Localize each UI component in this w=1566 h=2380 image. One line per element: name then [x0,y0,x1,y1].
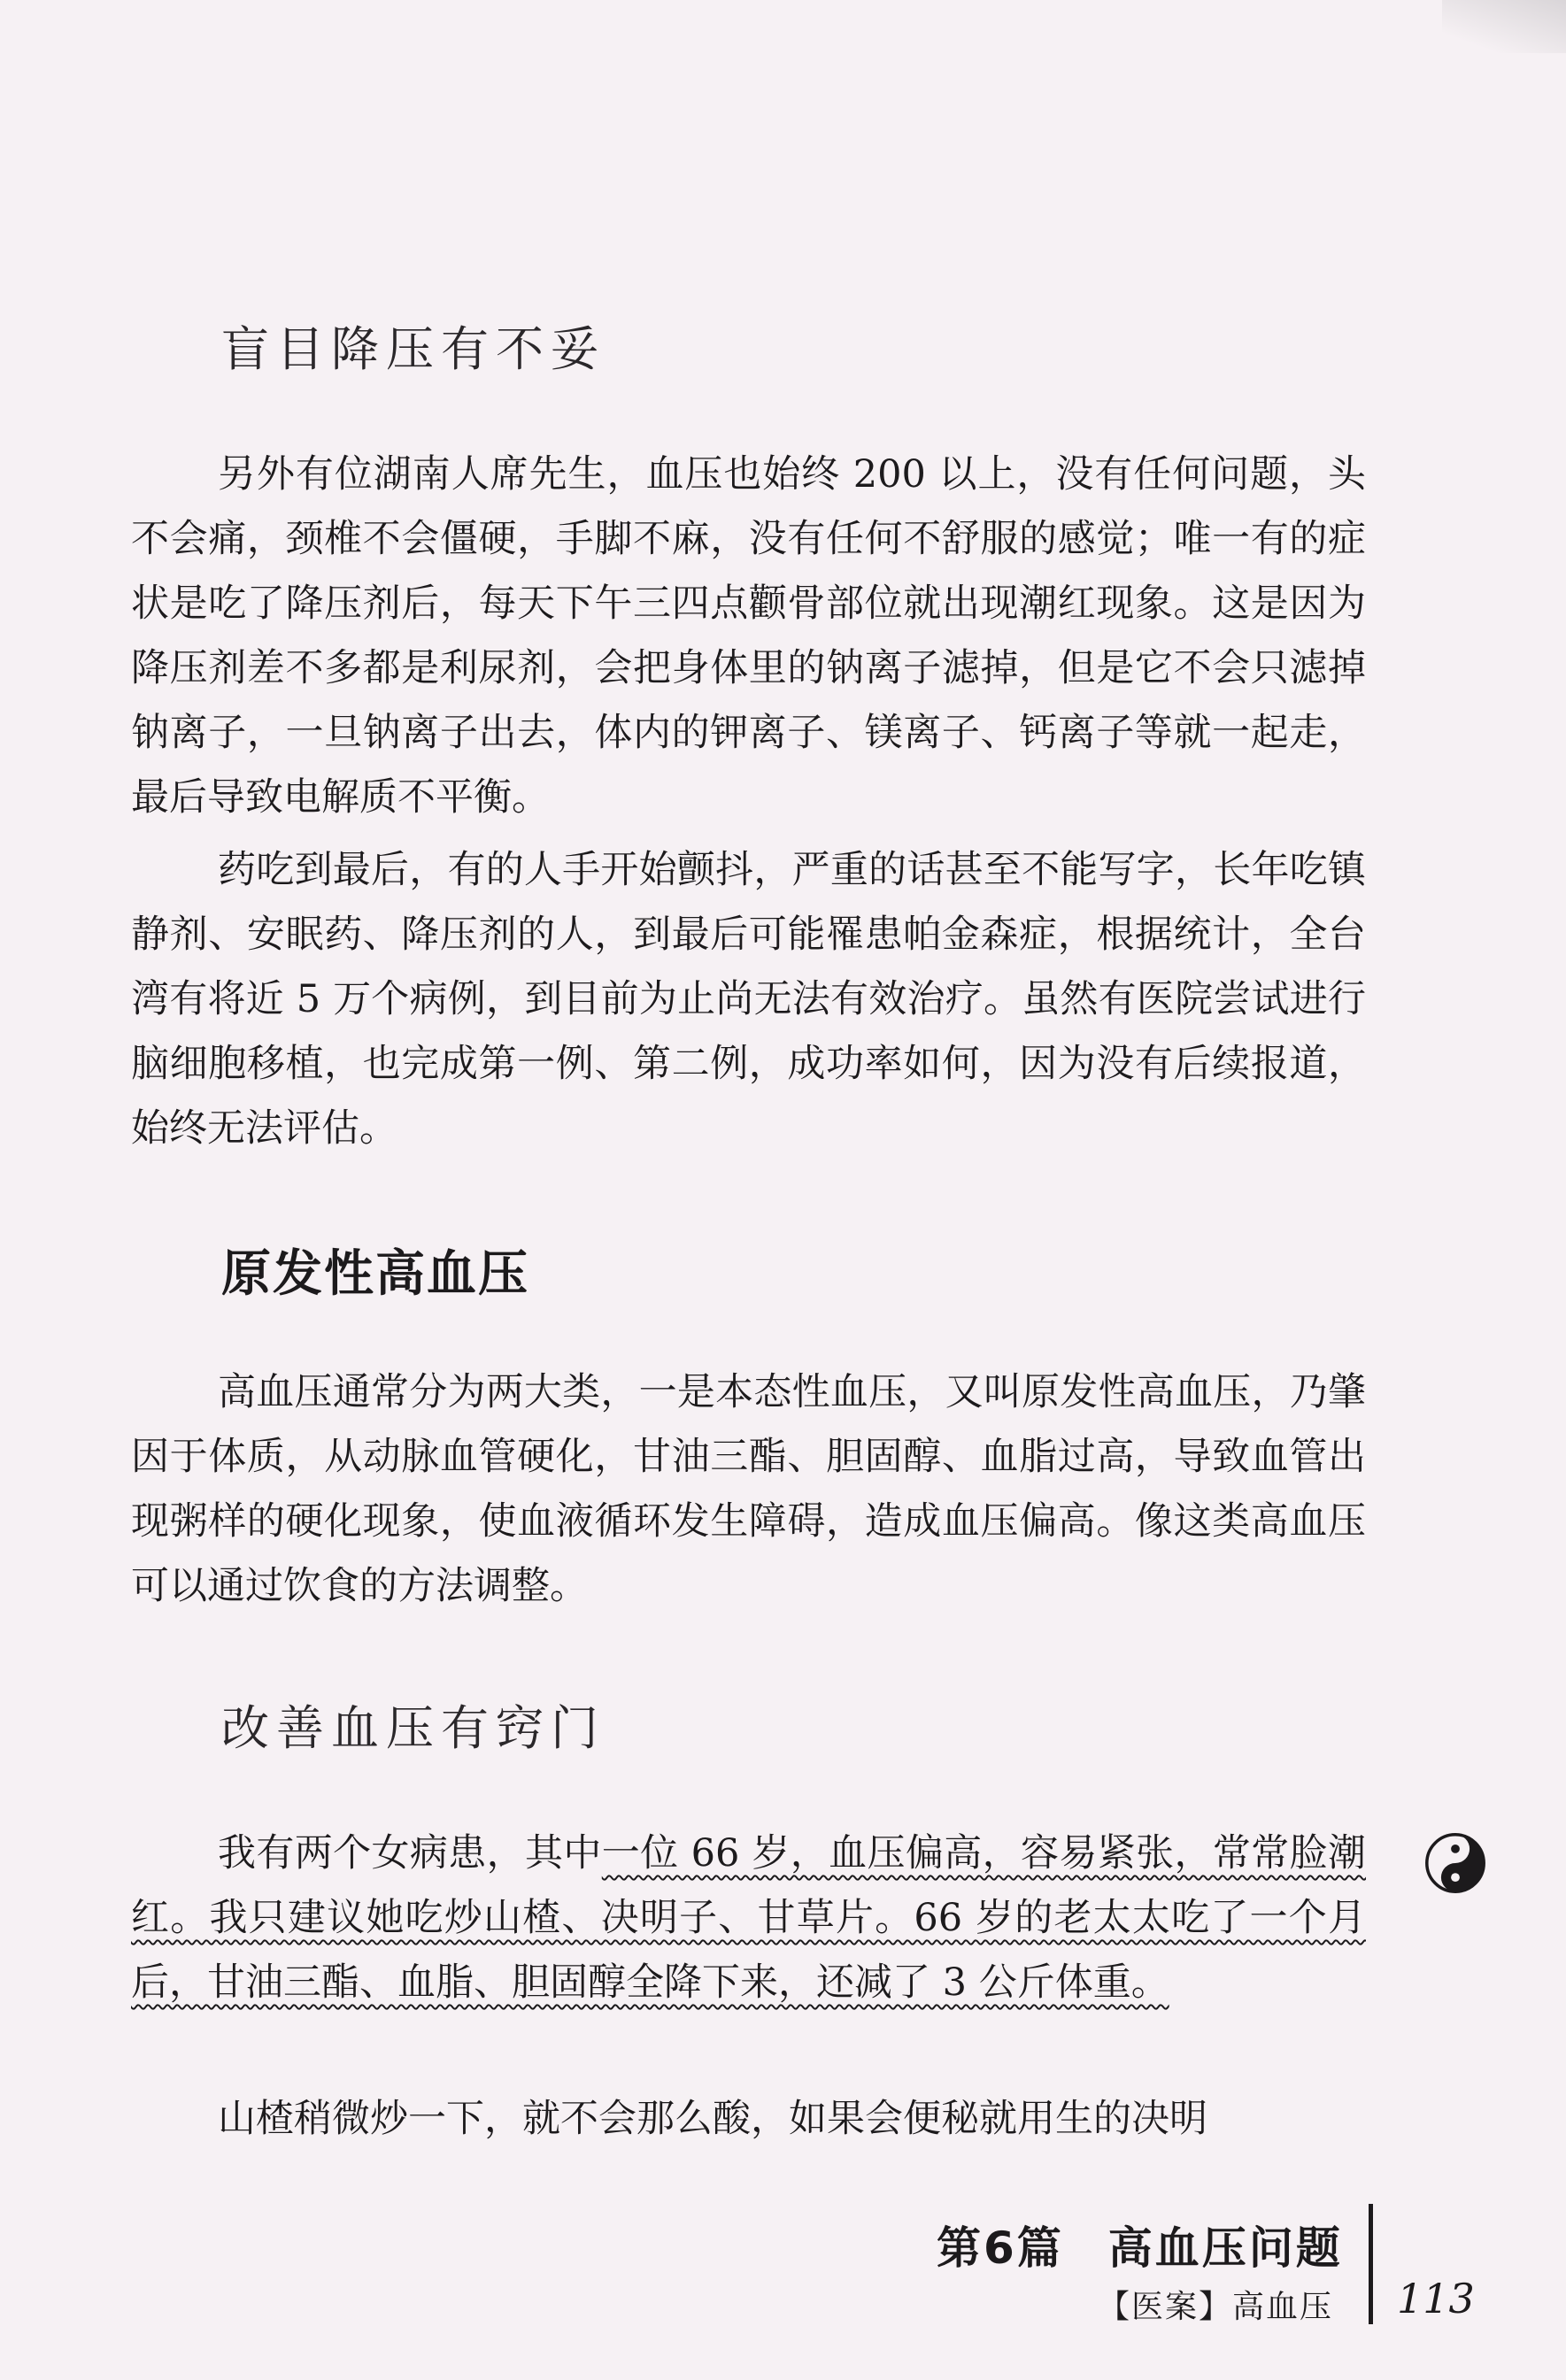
taiji-icon [1424,1832,1486,1894]
subheading-blind-lowering: 盲目降压有不妥 [221,321,606,377]
paragraph-1: 另外有位湖南人席先生，血压也始终 200 以上，没有任何问题，头不会痛，颈椎不会僵硬，手脚不麻，没有任何不舒服的感觉；唯一有的症状是吃了降压剂后，每天下午三四点颧骨部位就出现潮红现象。这是因为降压剂差不多都是利尿剂，会把身体里的钠离子滤掉，但是它不会只滤掉钠离子，一旦钠离子出去，体内的钾离子、镁离子、钙离子等就一起走，最后导致电解质不平衡。 [131,452,1366,820]
scan-edge-shadow [1442,0,1566,53]
wavy-underlined-passage: 一位 66 岁，血压偏高，容易紧张，常常脸潮红。我只建议她吃炒山楂、决明子、甘草片。66 岁的老太太吃了一个月后，甘油三酯、血脂、胆固醇全降下来，还减了 3 公斤体重。 [131,1831,1366,2005]
footer-divider [1369,2204,1373,2324]
paragraph-4-lead: 我有两个女病患，其中 [218,1831,602,1876]
page-number: 113 [1397,2275,1475,2322]
chapter-title: 高血压问题 [1107,2222,1343,2274]
footer-subtitle: 【医案】高血压 [1098,2289,1334,2325]
subheading-improve-pressure: 改善血压有窍门 [221,1700,606,1756]
section-title: 原发性高血压 [221,1244,529,1303]
chapter-label: 第6篇 [937,2222,1064,2274]
footer-chapter [937,2213,1343,2276]
paragraph-3: 高血压通常分为两大类，一是本态性血压，又叫原发性高血压，乃肇因于体质，从动脉血管硬化，甘油三酯、胆固醇、血脂过高，导致血管出现粥样的硬化现象，使血液循环发生障碍，造成血压偏高。像这类高血压可以通过饮食的方法调整。 [131,1370,1366,1608]
paragraph-5: 山楂稍微炒一下，就不会那么酸，如果会便秘就用生的决明 [218,2097,1207,2141]
paragraph-2: 药吃到最后，有的人手开始颤抖，严重的话甚至不能写字，长年吃镇静剂、安眠药、降压剂的人，到最后可能罹患帕金森症，根据统计，全台湾有将近 5 万个病例，到目前为止尚无法有效治疗。虽然有医院尝试进行脑细胞移植，也完成第一例、第二例，成功率如何，因为没有后续报道，始终无法评估。 [131,848,1366,1151]
paragraph-4 [131,1822,1366,2015]
